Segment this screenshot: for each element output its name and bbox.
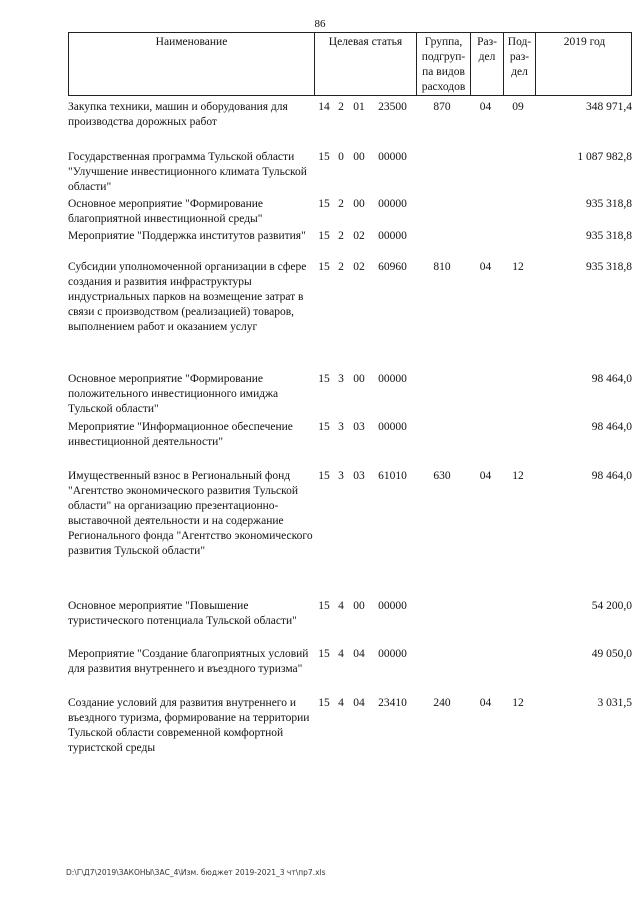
amount: 1 087 982,8 (577, 151, 632, 163)
row-name: Мероприятие "Создание благоприятных условий для развития внутреннего и въездного туризма" (68, 648, 309, 675)
target-code-4: 60960 (378, 261, 407, 273)
target-code-4: 00000 (378, 151, 407, 163)
group-code: 810 (433, 261, 451, 273)
row-name: Субсидии уполномоченной организации в сфере создания и развития инфраструктуры индустриальных парков на возмещение затрат в связи с производством (реализацией) товаров, выполнением работ и оказанием услуг (68, 261, 307, 333)
target-code-1: 14 (318, 101, 330, 113)
target-code-4: 00000 (378, 421, 407, 433)
target-code-2: 2 (338, 101, 344, 113)
target-code-1: 15 (318, 600, 330, 612)
target-code-2: 3 (338, 421, 344, 433)
target-code-3: 02 (353, 261, 365, 273)
subsection-code: 12 (512, 470, 524, 482)
target-code-2: 0 (338, 151, 344, 163)
target-code-1: 15 (318, 421, 330, 433)
amount: 98 464,0 (591, 421, 632, 433)
subsection-code: 12 (512, 697, 524, 709)
target-code-4: 61010 (378, 470, 407, 482)
target-code-4: 00000 (378, 648, 407, 660)
target-code-2: 3 (338, 470, 344, 482)
amount: 935 318,8 (586, 261, 632, 273)
header-section: Раз-дел (470, 33, 503, 95)
amount: 935 318,8 (586, 198, 632, 210)
target-code-2: 4 (338, 697, 344, 709)
group-code: 240 (433, 697, 451, 709)
group-code: 630 (433, 470, 451, 482)
target-code-3: 03 (353, 421, 365, 433)
header-year: 2019 год (535, 33, 633, 95)
amount: 935 318,8 (586, 230, 632, 242)
section-code: 04 (479, 697, 492, 709)
target-code-3: 01 (353, 101, 365, 113)
target-code-1: 15 (318, 373, 330, 385)
row-name: Основное мероприятие "Формирование положительного инвестиционного имиджа Тульской области" (68, 373, 279, 415)
row-name: Мероприятие "Поддержка институтов развития" (68, 230, 306, 242)
target-code-4: 23410 (378, 697, 407, 709)
amount: 49 050,0 (591, 648, 632, 660)
target-code-4: 00000 (378, 600, 407, 612)
row-name: Имущественный взнос в Региональный фонд "Агентство экономического развития Тульской области" на организацию презентационно-выставочной деятельности и на содержание Регионального фонда "Агентство экономического развития Тульской области" (68, 470, 313, 557)
subsection-code: 12 (512, 261, 524, 273)
header-group: Группа, подгруп-па видов расходов (416, 33, 470, 95)
target-code-4: 00000 (378, 198, 407, 210)
amount: 348 971,4 (586, 101, 632, 113)
row-name: Государственная программа Тульской области "Улучшение инвестиционного климата Тульской области" (68, 151, 307, 193)
target-code-3: 04 (353, 648, 365, 660)
amount: 54 200,0 (591, 600, 632, 612)
target-code-2: 2 (338, 261, 344, 273)
target-code-3: 00 (353, 151, 365, 163)
group-code: 870 (433, 101, 451, 113)
amount: 3 031,5 (597, 697, 632, 709)
amount: 98 464,0 (591, 470, 632, 482)
target-code-2: 2 (338, 230, 344, 242)
target-code-1: 15 (318, 697, 330, 709)
header-name: Наименование (155, 36, 228, 48)
target-code-3: 02 (353, 230, 365, 242)
target-code-1: 15 (318, 470, 330, 482)
target-code-1: 15 (318, 151, 330, 163)
target-code-1: 15 (318, 230, 330, 242)
row-name: Закупка техники, машин и оборудования для производства дорожных работ (68, 101, 288, 128)
target-code-3: 00 (353, 600, 365, 612)
target-code-2: 3 (338, 373, 344, 385)
target-code-2: 4 (338, 600, 344, 612)
target-code-3: 04 (353, 697, 365, 709)
target-code-3: 00 (353, 198, 365, 210)
section-code: 04 (479, 101, 492, 113)
target-code-2: 2 (338, 198, 344, 210)
target-code-2: 4 (338, 648, 344, 660)
row-name: Основное мероприятие "Формирование благоприятной инвестиционной среды" (68, 198, 263, 225)
page-number: 86 (314, 18, 326, 30)
target-code-4: 00000 (378, 373, 407, 385)
section-code: 04 (479, 470, 492, 482)
row-name: Создание условий для развития внутреннего и въездного туризма, формирование на территории Тульской области современной комфортной туристской среды (68, 697, 310, 754)
target-code-1: 15 (318, 198, 330, 210)
target-code-1: 15 (318, 261, 330, 273)
row-name: Основное мероприятие "Повышение туристического потенциала Тульской области" (68, 600, 297, 627)
section-code: 04 (479, 261, 492, 273)
amount: 98 464,0 (591, 373, 632, 385)
header-subsection: Под-раз-дел (503, 33, 535, 95)
table-header (68, 32, 632, 96)
target-code-4: 23500 (378, 101, 407, 113)
target-code-3: 00 (353, 373, 365, 385)
target-code-3: 03 (353, 470, 365, 482)
row-name: Мероприятие "Информационное обеспечение инвестиционной деятельности" (68, 421, 293, 448)
file-path-footer: D:\Г\Д7\2019\ЗАКОНЫ\ЗАС_4\Изм. бюджет 2019-2021_3 чт\пр7.xls (66, 868, 326, 877)
header-target: Целевая статья (314, 33, 416, 95)
target-code-1: 15 (318, 648, 330, 660)
target-code-4: 00000 (378, 230, 407, 242)
subsection-code: 09 (512, 101, 524, 113)
